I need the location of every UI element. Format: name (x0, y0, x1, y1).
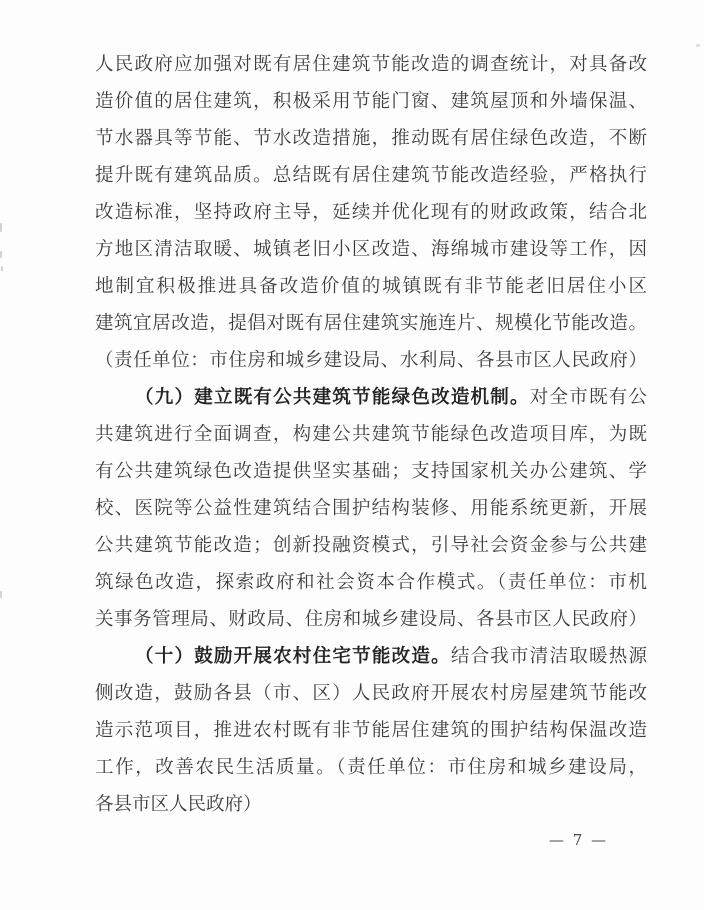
scan-speck (696, 44, 700, 47)
document-line: 筑绿色改造，探索政府和社会资本合作模式。（责任单位：市机 (95, 572, 647, 593)
section-10-text: 结合我市清洁取暖热源 (450, 646, 647, 667)
document-line: 方地区清洁取暖、城镇老旧小区改造、海绵城市建设等工作，因 (95, 239, 647, 260)
responsibility-unit-line: 工作，改善农民生活质量。（责任单位：市住房和城乡建设局， (95, 757, 647, 778)
document-line: 人民政府应加强对既有居住建筑节能改造的调查统计，对具备改 (95, 54, 647, 75)
document-line: 建筑宜居改造，提倡对既有居住建筑实施连片、规模化节能改造。 (95, 313, 647, 334)
document-line: 校、医院等公益性建筑结合围护结构装修、用能系统更新，开展 (95, 498, 647, 519)
document-line: 地制宜积极推进具备改造价值的城镇既有非节能老旧居住小区 (95, 276, 647, 297)
document-line: 共建筑进行全面调查，构建公共建筑节能绿色改造项目库，为既 (95, 424, 647, 445)
document-line: 侧改造，鼓励各县（市、区）人民政府开展农村房屋建筑节能改 (95, 683, 647, 704)
section-9-text: 对全市既有公 (529, 387, 647, 408)
section-heading-line-9 (95, 379, 647, 416)
document-line: 有公共建筑绿色改造提供坚实基础；支持国家机关办公建筑、学 (95, 461, 647, 482)
document-line: 改造标准，坚持政府主导，延续并优化现有的财政政策，结合北 (95, 202, 647, 223)
document-line: 节水器具等节能、节水改造措施，推动既有居住绿色改造，不断 (95, 128, 647, 149)
page-number: — 7 — (549, 831, 609, 849)
scan-speck (1, 266, 3, 271)
document-body (95, 46, 647, 823)
responsibility-unit-line: 关事务管理局、财政局、住房和城乡建设局、各县市区人民政府） (95, 609, 647, 630)
document-line-last: 各县市区人民政府） (95, 794, 262, 815)
scan-speck (0, 591, 2, 598)
section-10-heading: （十）鼓励开展农村住宅节能改造。 (135, 646, 451, 667)
document-line: 提升既有建筑品质。总结既有居住建筑节能改造经验，严格执行 (95, 165, 647, 186)
responsibility-unit-line: （责任单位：市住房和城乡建设局、水利局、各县市区人民政府） (95, 350, 647, 371)
scan-speck (0, 251, 2, 258)
document-line: 造价值的居住建筑，积极采用节能门窗、建筑屋顶和外墙保温、 (95, 91, 647, 112)
scan-speck (0, 223, 2, 232)
document-line: 公共建筑节能改造；创新投融资模式，引导社会资金参与公共建 (95, 535, 647, 556)
document-line: 造示范项目，推进农村既有非节能居住建筑的围护结构保温改造 (95, 720, 647, 741)
section-9-heading: （九）建立既有公共建筑节能绿色改造机制。 (135, 387, 530, 408)
section-heading-line-10 (95, 638, 647, 675)
